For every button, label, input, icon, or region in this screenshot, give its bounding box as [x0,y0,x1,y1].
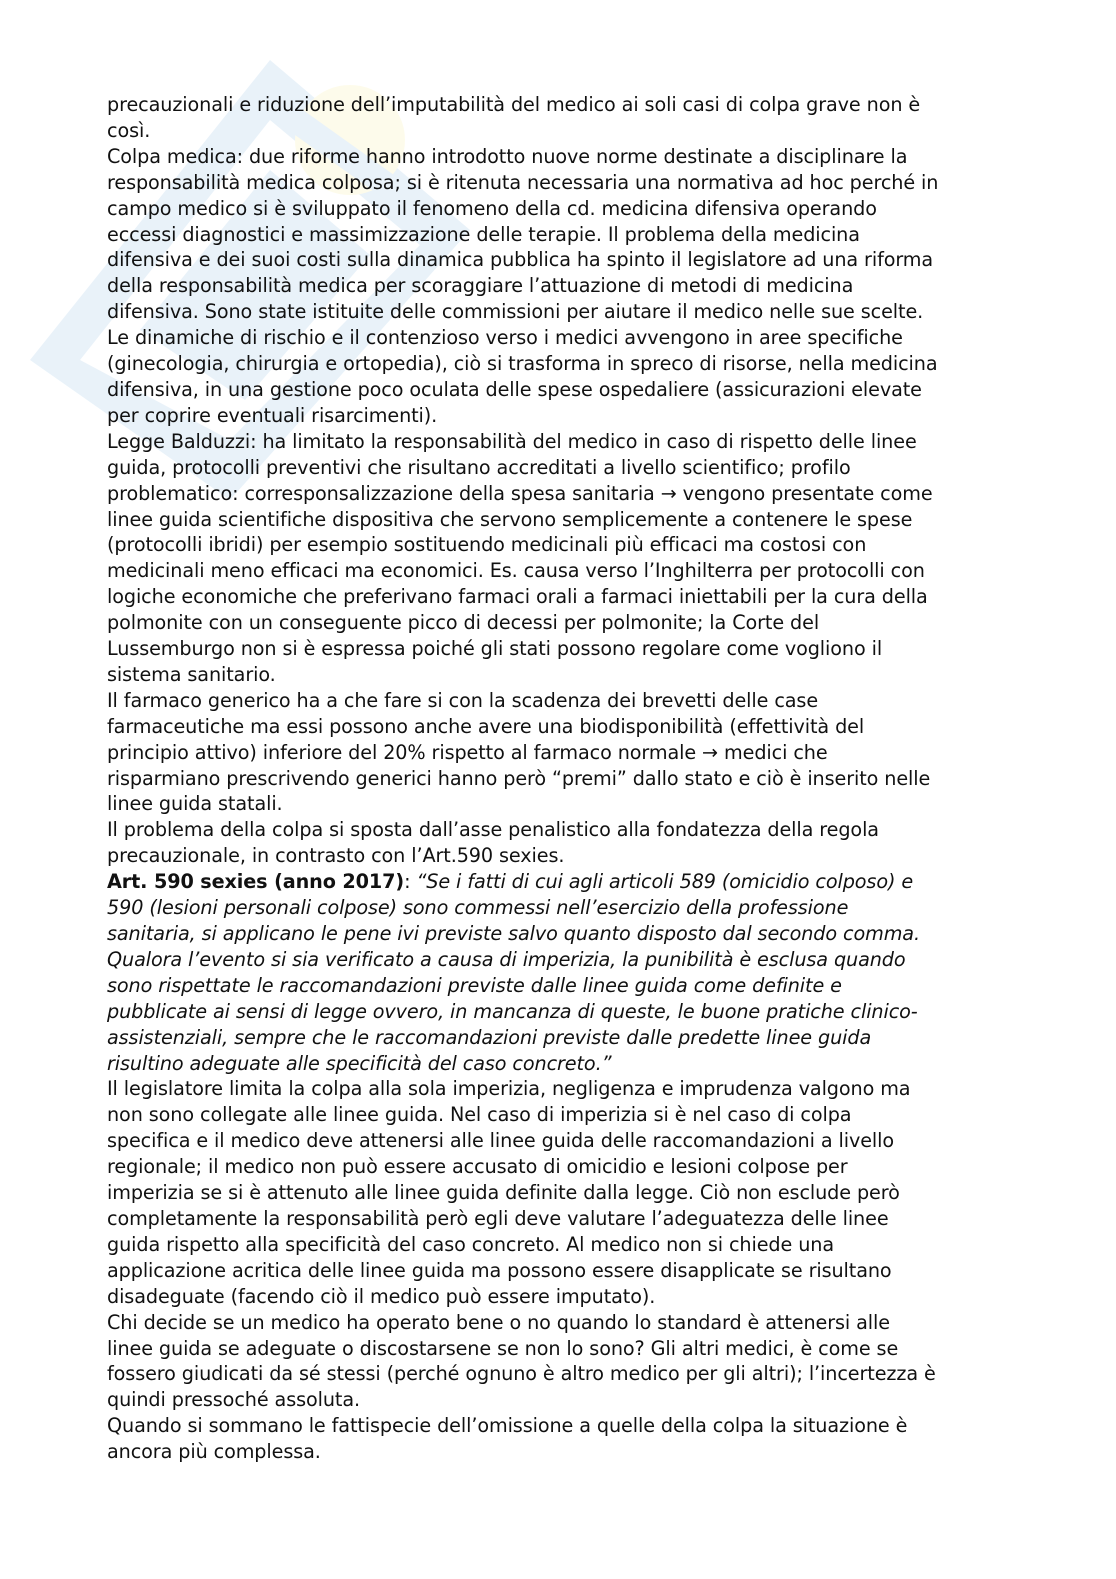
article-title: Art. 590 sexies (anno 2017) [107,870,405,894]
article-quote: “Se i fatti di cui agli articoli 589 (omicidio colposo) e 590 (lesioni personali colpose) sono commessi nell’esercizio della professione sanitaria, si applicano le pene ivi previste salvo quanto disposto dal secondo comma. Qualora l’evento si sia verificato a causa di imperizia, la punibilità è esclusa quando sono rispettate le raccomandazioni previste dalle linee guida come definite e pubblicate ai sensi di legge ovvero, in mancanza di queste, le buone pratiche clinico- assistenziali, sempre che le raccomandazioni previste dalle predette linee guida risultino adeguate alle specificità del caso concreto.” [107,870,920,1075]
paragraph-omissione: Quando si sommano le fattispecie dell’omissione a quelle della colpa la situazione è ancora più complessa. [107,1414,908,1464]
paragraph-legge-balduzzi: Legge Balduzzi: ha limitato la responsabilità del medico in caso di rispetto delle linee guida, protocolli preventivi che risultano accreditati a livello scientifico; profilo problematico: corresponsalizzazione della spesa sanitaria → vengono presentate come linee guida scientifiche dispositiva che servono semplicemente a contenere le spese (protocolli ibridi) per esempio sostituendo medicinali più efficaci ma costosi con medicinali meno efficaci ma economici. Es. causa verso l’Inghilterra per protocolli con logiche economiche che preferivano farmaci orali a farmaci iniettabili per la cura della polmonite con un conseguente picco di decessi per polmonite; la Corte del Lussemburgo non si è espressa poiché gli stati possono regolare come vogliono il sistema sanitario. [107,429,933,686]
paragraph-chi-decide: Chi decide se un medico ha operato bene o no quando lo standard è attenersi alle linee guida se adeguate o discostarsene se non lo sono? Gli altri medici, è come se fossero giudicati da sé stessi (perché ognuno è altro medico per gli altri); l’incertezza è quindi pressoché assoluta. [107,1310,936,1412]
paragraph-farmaco-generico: Il farmaco generico ha a che fare si con la scadenza dei brevetti delle case farmaceutiche ma essi possono anche avere una biodisponibilità (effettività del principio attivo) inferiore del 20% rispetto al farmaco normale → medici che risparmiano prescrivendo generici hanno però “premi” dallo stato e ciò è inserito nelle linee guida statali. [107,688,931,816]
paragraph-dinamiche-rischio: Le dinamiche di rischio e il contenzioso verso i medici avvengono in aree specifiche (ginecologia, chirurgia e ortopedia), ciò si trasforma in spreco di risorse, nella medicina difensiva, in una gestione poco oculata delle spese ospedaliere (assicurazioni elevate per coprire eventuali risarcimenti). [107,326,938,427]
paragraph-continuation: precauzionali e riduzione dell’imputabilità del medico ai soli casi di colpa grave non è così. [107,93,921,142]
article-590-sexies [107,869,1027,1076]
paragraph-colpa-medica: Colpa medica: due riforme hanno introdotto nuove norme destinate a disciplinare la responsabilità medica colposa; si è ritenuta necessaria una normativa ad hoc perché in campo medico si è sviluppato il fenomeno della cd. medicina difensiva operando eccessi diagnostici e massimizzazione delle terapie. Il problema della medicina difensiva e dei suoi costi sulla dinamica pubblica ha spinto il legislatore ad una riforma della responsabilità medica per scoraggiare l’attuazione di metodi di medicina difensiva. Sono state istituite delle commissioni per aiutare il medico nelle sue scelte. [107,144,939,324]
document-body [107,92,1027,1465]
paragraph-legislatore: Il legislatore limita la colpa alla sola imperizia, negligenza e imprudenza valgono ma non sono collegate alle linee guida. Nel caso di imperizia si è nel caso di colpa specifica e il medico deve attenersi alle linee guida delle raccomandazioni a livello regionale; il medico non può essere accusato di omicidio e lesioni colpose per imperizia se si è attenuto alle linee guida definite dalla legge. Ciò non esclude però completamente la responsabilità però egli deve valutare l’adeguatezza delle linee guida rispetto alla specificità del caso concreto. Al medico non si chiede una applicazione acritica delle linee guida ma possono essere disapplicate se risultano disadeguate (facendo ciò il medico può essere imputato). [107,1077,911,1308]
article-separator: : [404,870,417,894]
paragraph-problema-colpa: Il problema della colpa si sposta dall’asse penalistico alla fondatezza della regola precauzionale, in contrasto con l’Art.590 sexies. [107,818,879,868]
